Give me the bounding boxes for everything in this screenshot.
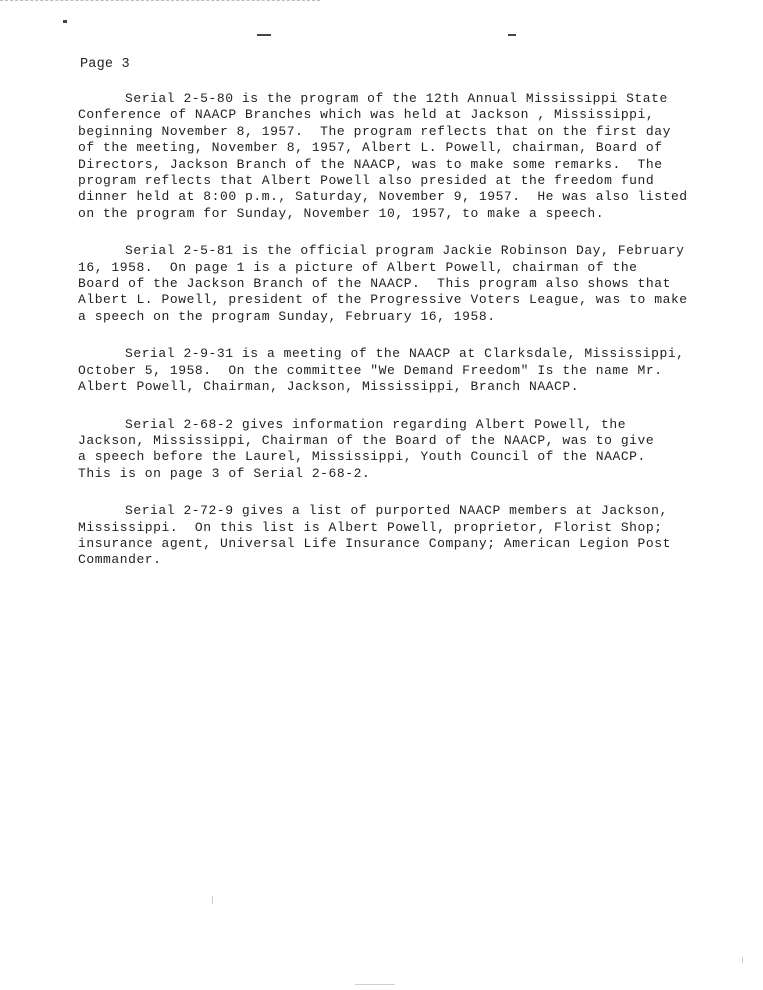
scan-mark xyxy=(508,34,516,36)
top-edge-border xyxy=(0,0,320,1)
text-line: of the meeting, November 8, 1957, Albert L. Powell, chairman, Board of xyxy=(78,140,663,156)
scan-mark xyxy=(63,20,67,23)
scan-mark xyxy=(742,957,743,963)
text-line: This is on page 3 of Serial 2-68-2. xyxy=(78,465,371,481)
text-line: program reflects that Albert Powell also presided at the freedom fund xyxy=(78,173,655,189)
text-line: Board of the Jackson Branch of the NAACP. This program also shows that xyxy=(78,276,671,292)
paragraph-serial-2-72-9 xyxy=(78,503,746,569)
text-line: Conference of NAACP Branches which was held at Jackson , Mississippi, xyxy=(78,107,655,123)
text-line: beginning November 8, 1957. The program reflects that on the first day xyxy=(78,123,671,139)
paragraph-serial-2-68-2 xyxy=(78,417,746,483)
text-line: 16, 1958. On page 1 is a picture of Albert Powell, chairman of the xyxy=(78,259,638,275)
text-line: Serial 2-9-31 is a meeting of the NAACP at Clarksdale, Mississippi, xyxy=(125,346,685,362)
text-line: Serial 2-5-80 is the program of the 12th Annual Mississippi State xyxy=(125,91,668,106)
text-line: Serial 2-72-9 gives a list of purported NAACP members at Jackson, xyxy=(125,503,668,519)
text-line: Mississippi. On this list is Albert Powell, proprietor, Florist Shop; xyxy=(78,519,663,535)
text-line: Albert Powell, Chairman, Jackson, Mississippi, Branch NAACP. xyxy=(78,379,580,395)
text-line: a speech before the Laurel, Mississippi, Youth Council of the NAACP. xyxy=(78,449,646,465)
scan-mark xyxy=(212,896,213,904)
text-line: Albert L. Powell, president of the Progressive Voters League, was to make xyxy=(78,292,688,308)
paragraph-serial-2-5-80 xyxy=(78,91,746,222)
text-line: on the program for Sunday, November 10, 1957, to make a speech. xyxy=(78,205,605,221)
text-line: Directors, Jackson Branch of the NAACP, was to make some remarks. The xyxy=(78,156,663,172)
text-line: a speech on the program Sunday, February 16, 1958. xyxy=(78,308,496,324)
page-number: Page 3 xyxy=(80,57,130,72)
scan-mark xyxy=(355,984,395,985)
text-line: October 5, 1958. On the committee "We Demand Freedom" Is the name Mr. xyxy=(78,362,663,378)
text-line: Serial 2-68-2 gives information regarding Albert Powell, the xyxy=(125,416,627,432)
text-line: Jackson, Mississippi, Chairman of the Board of the NAACP, was to give xyxy=(78,432,655,448)
text-line: dinner held at 8:00 p.m., Saturday, November 9, 1957. He was also listed xyxy=(78,189,688,205)
text-line: Commander. xyxy=(78,552,162,568)
document-body xyxy=(78,91,746,590)
paragraph-serial-2-9-31 xyxy=(78,346,746,395)
text-line: insurance agent, Universal Life Insurance Company; American Legion Post xyxy=(78,535,671,551)
paragraph-serial-2-5-81 xyxy=(78,243,746,325)
scan-mark xyxy=(257,34,271,36)
text-line: Serial 2-5-81 is the official program Jackie Robinson Day, February xyxy=(125,243,685,259)
